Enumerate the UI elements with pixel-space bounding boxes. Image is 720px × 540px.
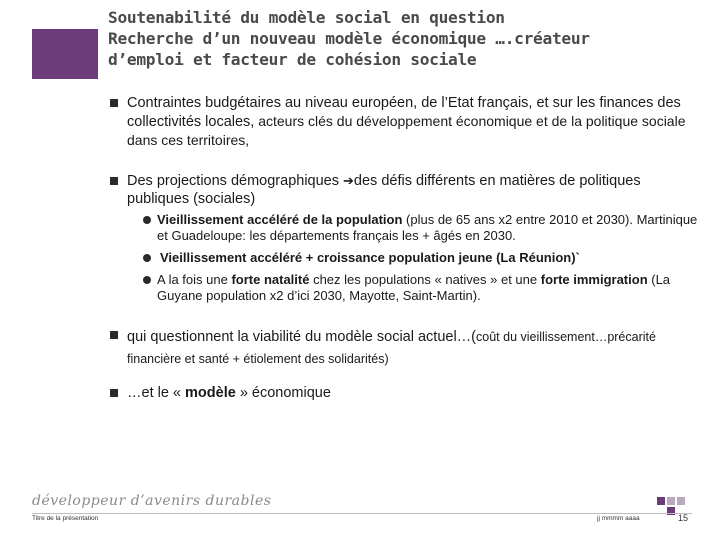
bullet-bold-text: modèle [185,385,236,401]
deco-square [657,497,665,505]
round-bullet-icon [143,276,151,284]
slide-title [108,7,708,70]
sub-bullet-text: (La Guyane population x2 d’ici 2030, Mayotte, Saint-Martin). [157,272,671,303]
footer-date: jj mmmm aaaa [597,515,640,522]
square-bullet-icon [110,177,118,185]
title-line-2: Recherche d’un nouveau modèle économique ….créateur [108,29,590,48]
square-bullet-icon [110,331,118,339]
bullet-text: coût du vieillissement…précarité financière et santé + étiolement des solidarités) [127,330,656,366]
sub-bullet-bold-text: Vieillissement accéléré + croissance population jeune (La Réunion)` [160,250,580,265]
bullet-budget-constraints [110,94,700,150]
sub-bullet-text: chez les populations « natives » et une [309,272,541,287]
accent-square [32,29,98,79]
sub-bullet-bold-text: Vieillissement accéléré de la population [157,212,403,227]
page-number: 15 [678,513,689,523]
sub-bullet-text: (plus de 65 ans x2 entre 2010 et 2030). Martinique et Guadeloupe: les départements français les + âgés en 2030. [157,212,698,243]
sub-bullet-aging [143,212,700,244]
bullet-social-model [110,326,700,370]
title-line-3: d’emploi et facteur de cohésion sociale [108,50,477,69]
bullet-text: » économique [235,385,331,401]
sub-bullet-bold-text: forte natalité [231,272,310,287]
bullet-demographic-projections [110,172,700,304]
arrow-right-icon: ➔ [343,173,354,188]
slide-content [110,94,700,402]
sub-bullet-text: A la fois une [157,272,232,287]
sub-bullet-natality [143,272,700,304]
sub-bullet-bold-text: forte immigration [540,272,648,287]
footer-presentation-title: Titre de la présentation [32,515,99,522]
footer-divider [32,513,692,514]
bullet-text: Des projections démographiques [127,173,344,189]
bullet-bold-text: Contraintes budgétaires au niveau européen, de l’Etat français, et sur les finances des collectivités locales, [127,95,681,130]
bullet-text: acteurs clés du développement économique et de la politique sociale dans ces territoires, [127,113,686,148]
bullet-text: des défis différents en matières de politiques publiques (sociales) [127,173,641,207]
round-bullet-icon [143,216,151,224]
footer-tagline: développeur d’avenirs durables [32,493,272,509]
round-bullet-icon [143,254,151,262]
bullet-text: …et le « [127,385,186,401]
sub-bullet-aging-youth [143,250,700,266]
bullet-bold-text: qui questionnent la viabilité du modèle social actuel…( [127,329,477,345]
square-bullet-icon [110,99,118,107]
square-bullet-icon [110,389,118,397]
title-line-1: Soutenabilité du modèle social en question [108,8,505,27]
deco-square [677,497,685,505]
deco-square [667,497,675,505]
bullet-economic-model [110,384,700,402]
